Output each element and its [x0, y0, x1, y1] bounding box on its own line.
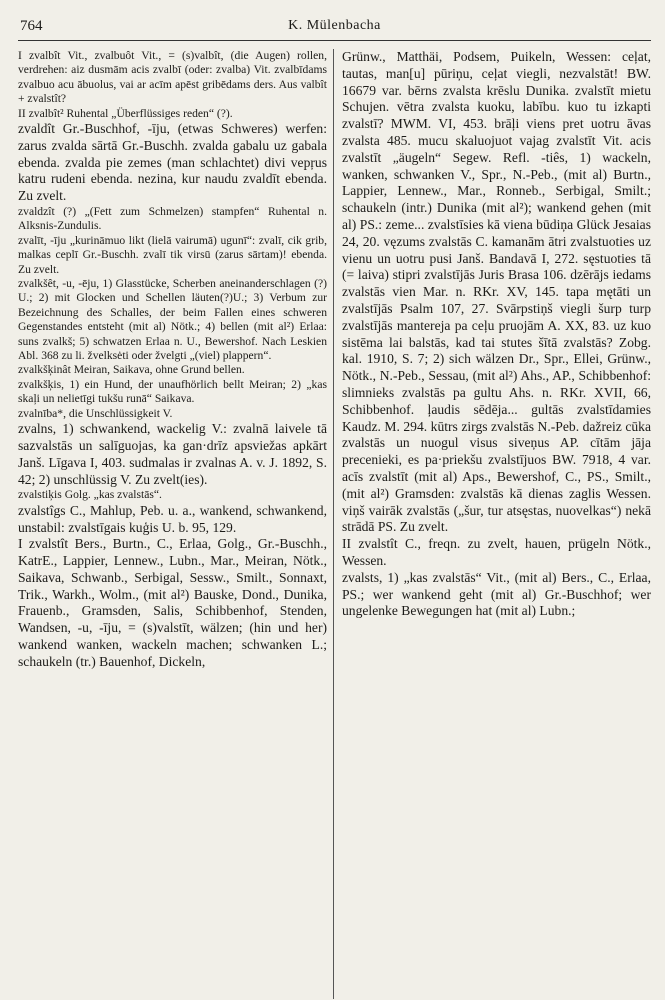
left-column: [18, 49, 333, 999]
dictionary-entry: zvalnība*, die Unschlüssigkeit V.: [18, 406, 173, 420]
dictionary-entry: zvalkšêt, -u, -ēju, 1) Glasstücke, Scherben aneinanderschlagen (?) U.; 2) mit Glocken und Schellen läuten(?)U.; 3) Verbum zur Bezeichnung des Schalles, der beim Fallen eines schweren Gegenstandes entsteht (mit al) Nötk.; 4) bellen (mit al²) Erlaa: suns zvalkš; 5) schwatzen Erlaa n. U., Bewershof. Nach Leskien Abl. 368 zu li. žvelksėti oder žvelgti „(viel) plappern“.: [18, 277, 327, 363]
dictionary-entry: II zvalbît² Ruhental „Überflüssiges reden“ (?).: [18, 106, 233, 120]
running-head: K. Mülenbacha: [288, 18, 381, 33]
dictionary-entry: I zvalbît Vit., zvalbuôt Vit., = (s)valbît, (die Augen) rollen, verdrehen: aiz dusmām acis zvalbī (oder: zvalba) Vit. zvalbīdams zvalbuo acu ābuolus, vai ar acīm apēst gribēdams ders. Aus valbît + zvalstît?: [18, 49, 327, 106]
dictionary-entry: zvalkšķis, 1) ein Hund, der unaufhörlich bellt Meiran; 2) „kas skaļi un nelietīgi tukšu runā“ Saikava.: [18, 377, 327, 406]
dictionary-entry: zvalns, 1) schwankend, wackelig V.: zvalnā laivele tā sazvalstās un salīguojas, ka gan·drīz apsviežas apkārt Janš. Līgava I, 403. sudmalas ir zvalnas A. v. J. 1892, S. 42; 2) unschlüssig V. Zu zvelt(ies).: [18, 421, 327, 487]
dictionary-entry: I zvalstît Bers., Burtn., C., Erlaa, Golg., Gr.-Buschh., KatrE., Lappier, Lennew., Lubn., Mar., Meiran, Nötk., Saikava, Schwanb., Serbigal, Sessw., Smilt., Sonnaxt, Trik., Warkh., Wolm., (mit al²) Bauske, Dond., Dunika, Frauenb., Gramsden, Salis, Schibbenhof, Stenden, Wandsen, -u, -īju, = (s)valstīt, wälzen; (hin und her) wankend wanken, wackeln machen; schwanken L.; schaukeln (tr.) Bauenhof, Dickeln,: [18, 536, 327, 669]
dictionary-entry: zvalstîgs C., Mahlup, Peb. u. a., wankend, schwankend, unstabil: zvalstīgais kuģis U. b. 95, 129.: [18, 502, 327, 535]
dictionary-entry: zvalsts, 1) „kas zvalstās“ Vit., (mit al) Bers., C., Erlaa, PS.; wer wankend geht (mit al) Gr.-Buschhof; wer ungelenke Bewegungen hat (mit al) Lubn.;: [342, 569, 651, 619]
right-column: [333, 49, 651, 999]
dictionary-entry: zvalīt, -īju „kurināmuo likt (lielā vairumā) ugunī“: zvalī, cik grib, malkas ceplī Gr.-Buschh. zvalī tik virsū (zarus sārtam)! ebenda. Zu zvelt.: [18, 233, 327, 276]
dictionary-entry: zvaldzît (?) „(Fett zum Schmelzen) stampfen“ Ruhental n. Alksnis-Zundulis.: [18, 205, 327, 233]
page-header: [18, 18, 651, 41]
two-column-body: [18, 49, 651, 999]
dictionary-entry: zvalstiķis Golg. „kas zvalstās“.: [18, 488, 162, 502]
dictionary-entry: zvalkšķinât Meiran, Saikava, ohne Grund bellen.: [18, 363, 245, 377]
dictionary-entry: zvaldît Gr.-Buschhof, -īju, (etwas Schweres) werfen: zarus zvalda sārtā Gr.-Buschh. zvalda gabalu uz gabala ebenda. zvalda pie zemes (man schlachtet) divi vepŗus katru rudeni ebenda. nezina, kur naudu zvaldīt ebenda. Zu zvelt.: [18, 121, 327, 204]
dictionary-entry: II zvalstît C., freqn. zu zvelt, hauen, prügeln Nötk., Wessen.: [342, 536, 651, 568]
dictionary-entry: Grünw., Matthäi, Podsem, Puikeln, Wessen: ceļat, tautas, man[u] pūriņu, ceļat viegli, nezvalstāt! BW. 16679 var. bērns zvalsta krēslu Dunika. zvalstīt mietu Schujen. vētra zvalsta kuoku, labību. kuo tu izkapti zvalstī? MWM. VI, 453. brāļi viens pret uotru āvas zvalsta 485. mucu skaluojuot vajag zvalstīt Vit. acis zvalstīt „äugeln“ Segew. Refl. -tiês, 1) wackeln, wanken, schwanken V., Spr., N.-Peb., (mit al) Burtn., Lappier, Lennew., Mar., Ronneb., Serbigal, Smilt.; schaukeln (intr.) Dunika (mit al²); wankend gehen (mit al) PS.: zeme... zvalstīsies kā viena būdiņa Glück Jesaias 24, 20. vęzums zvalstās C. kamanām ātri zvalstuoties uz vienu un uotru pusi Janš. Bandavā I, 272. sęstuoties tā (= laiva) stipri zvalstījās Juris Brasa 106. dzērājs iedams zvalstās vien Mar. n. RKr. XV, 145. tapa mętāti un zvalstījās Psalm 107, 27. Svārpstiņš viegli šurp turp zvalstījās mantereja pa ceļu pruojām A. XX, 83. uz kuo sistēma lai balstās, kad tai stutes šītā zvalstās? Zobg. kal. 1910, S. 7; 2) sich wälzen Dr., Spr., Ellei, Grünw., Nötk., N.-Peb., Sessau, (mit al²) Ahs., AP., Schibbenhof: slimnieks zvalstās pa gultu Ahs. n. RKr. XVII, 66, Schibbenhof. ļaudis sēdēja... gultās zvalstīdamies Kaudz. M. 294. kūtrs zirgs zvalstās N.-Peb. dažreiz cūka zvalstās un nuogul visus siveņus AP. cītām jāja precenieki, es pa·priekšu zvalstījuos BW. 7918, 4 var. acīs zvalstīt (mit al) Aps., Bewershof, C., PS., Smilt., (mit al²) Gramsden: zvalstās kā dienas zaglis Wessen. viņš vairāk zvalstās („šur, tur atsęstas, nuovelkas“) nekā strādā PS. Zu zvelt.: [342, 49, 651, 535]
page-number: 764: [20, 18, 43, 34]
